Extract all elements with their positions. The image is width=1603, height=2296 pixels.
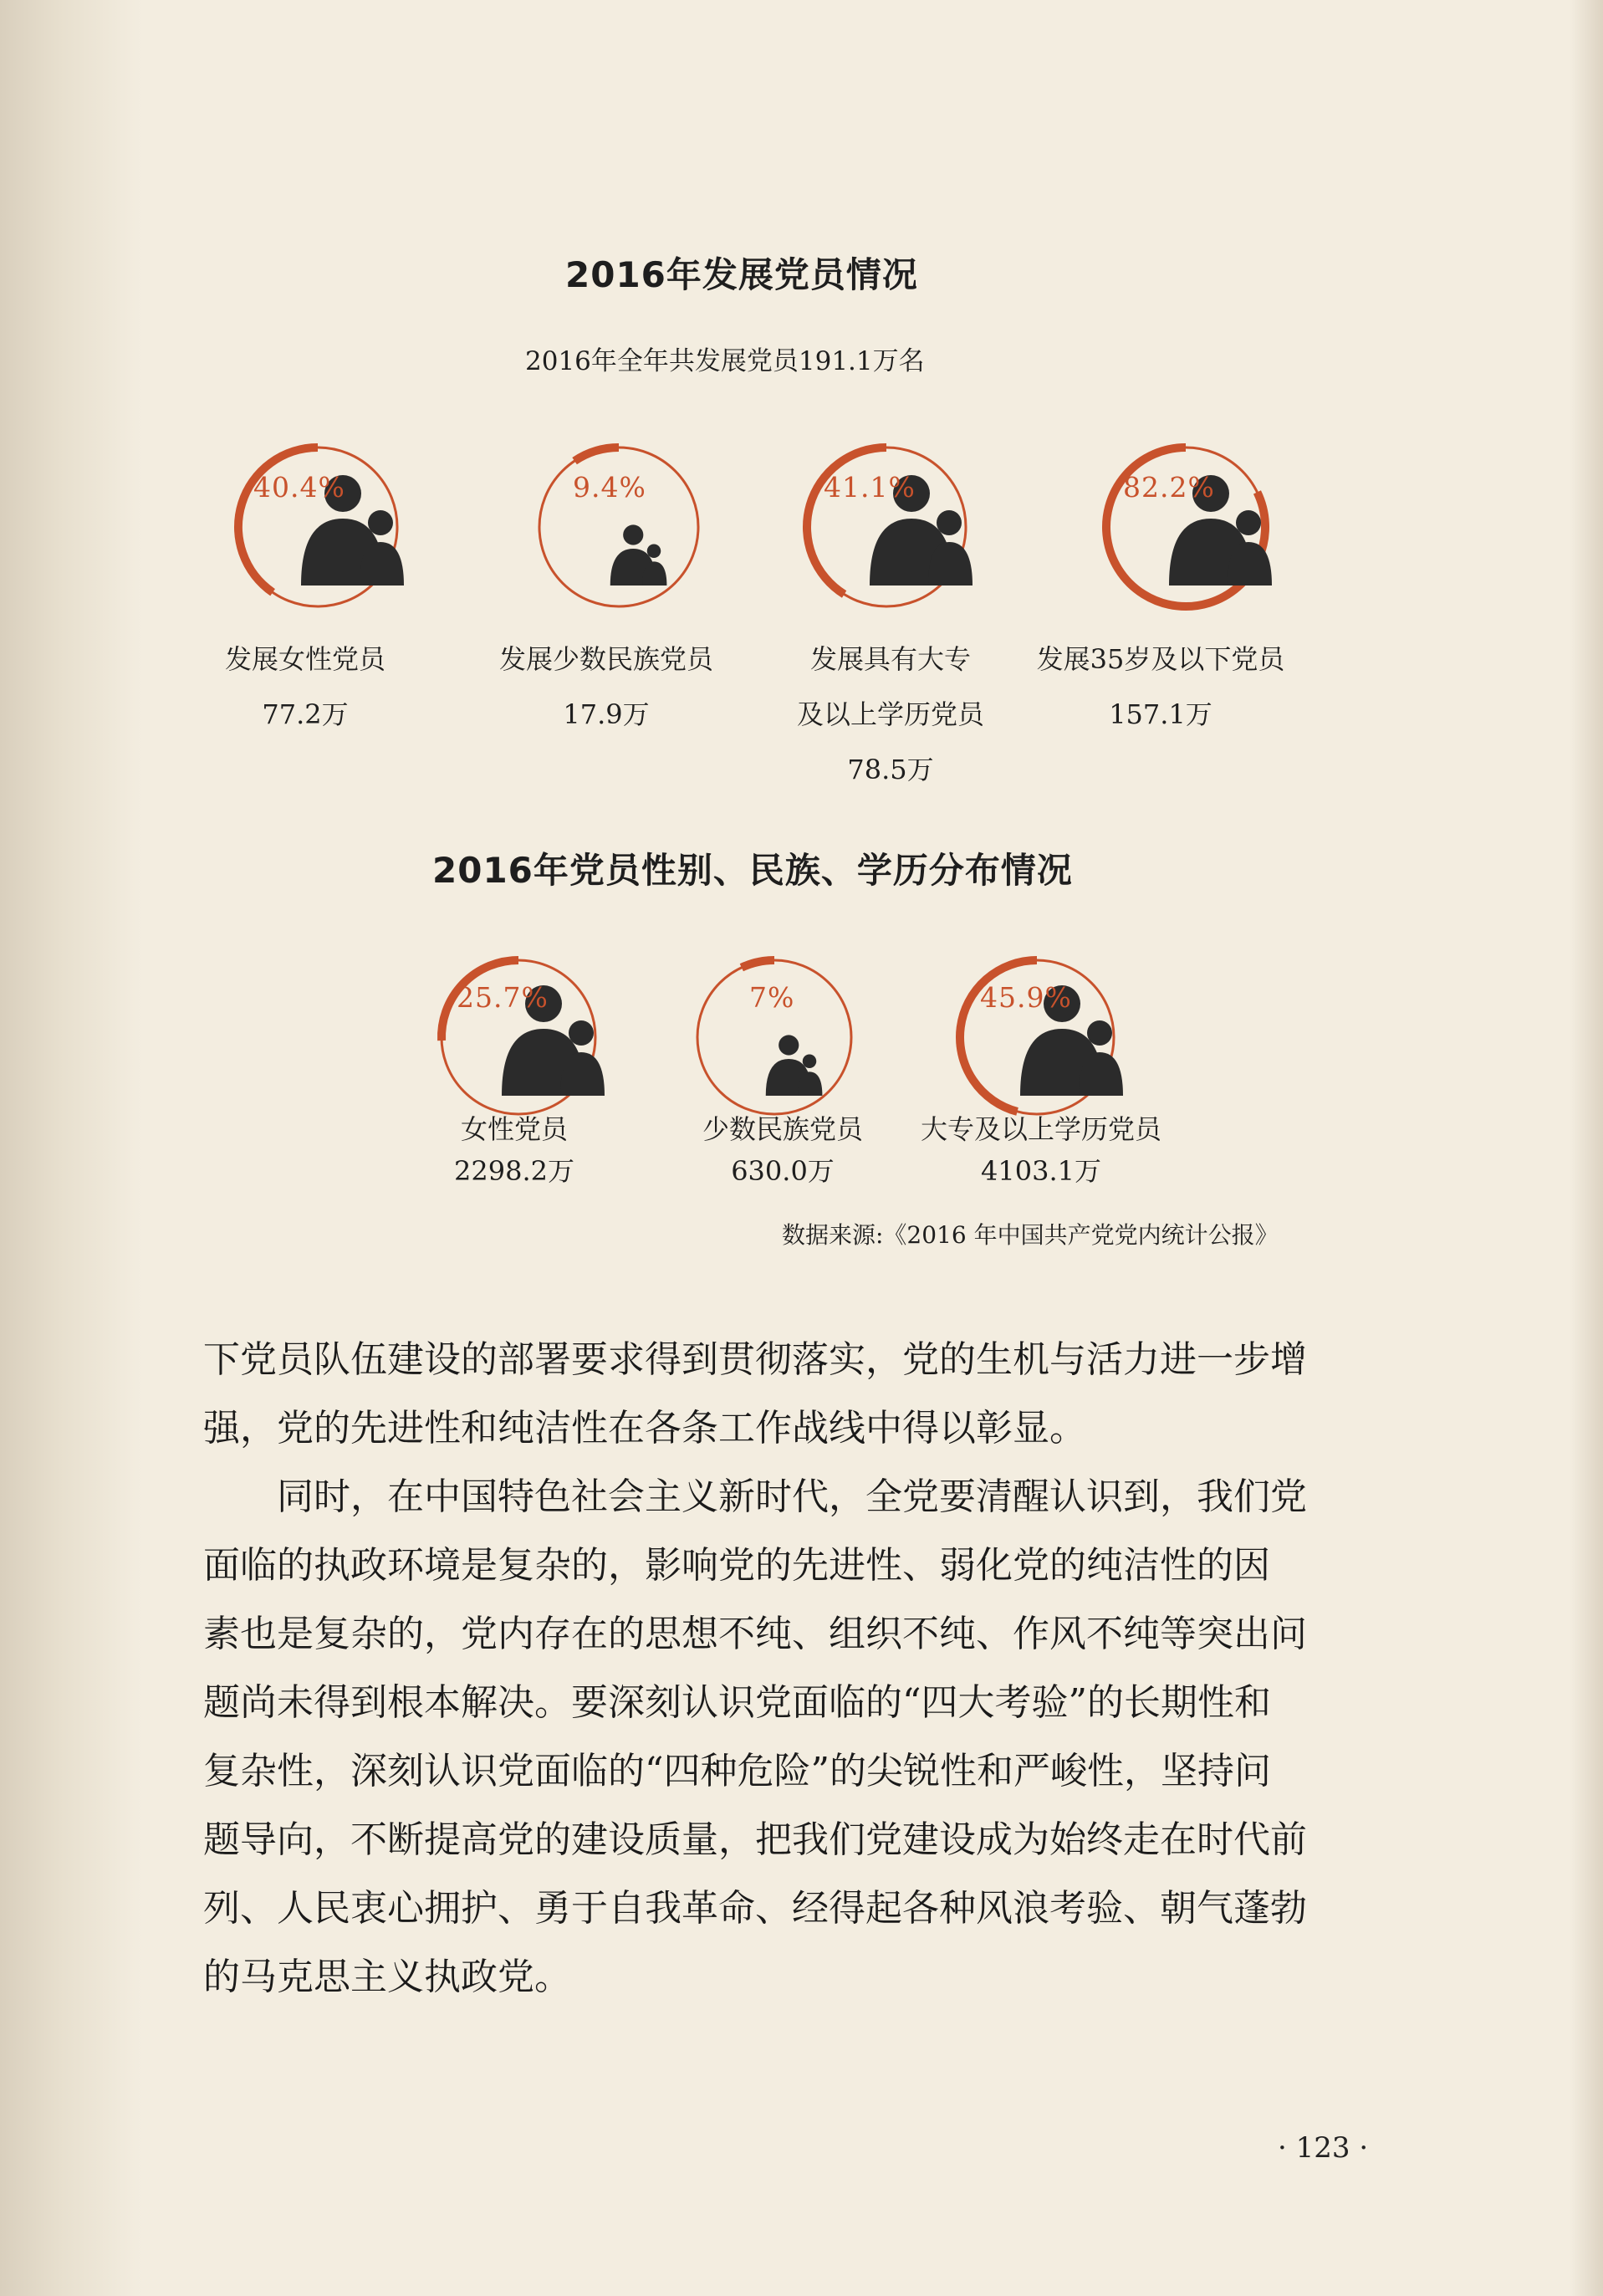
body-line: 题导向，不断提高党的建设质量，把我们党建设成为始终走在时代前 — [203, 1818, 1307, 1861]
person-head — [1087, 1020, 1112, 1046]
body-line: 题尚未得到根本解决。要深刻认识党面临的“四大考验”的长期性和 — [203, 1681, 1271, 1724]
page-number: · 123 · — [1278, 2131, 1369, 2165]
progress-ring — [535, 439, 702, 606]
stat-college-development — [796, 439, 984, 785]
stat-female-share — [435, 949, 574, 1187]
page-edge-shadow — [1570, 0, 1603, 2296]
stat-percent: 9.4% — [573, 471, 646, 504]
progress-ring — [691, 949, 858, 1117]
infographic-1-title: 2016年发展党员情况 — [565, 254, 918, 295]
body-line: 下党员队伍建设的部署要求得到贯彻落实，党的生机与活力进一步增 — [203, 1338, 1307, 1381]
ring-progress-arc — [742, 960, 774, 968]
person-head — [937, 510, 962, 535]
people-icon — [766, 1035, 823, 1096]
stat-percent: 41.1% — [824, 471, 916, 504]
person-head — [569, 1020, 594, 1046]
person-head — [368, 510, 393, 535]
person-head — [1236, 510, 1261, 535]
body-line: 的马克思主义执政党。 — [203, 1956, 571, 1998]
people-icon — [610, 524, 667, 586]
stat-minority-share — [691, 949, 863, 1187]
body-text — [203, 1326, 1407, 2012]
stat-percent: 7% — [749, 981, 795, 1014]
body-line: 强，党的先进性和纯洁性在各条工作战线中得以彰显。 — [203, 1407, 1086, 1450]
infographic-2-title: 2016年党员性别、民族、学历分布情况 — [432, 850, 1073, 891]
stat-caption: 发展具有大专 及以上学历党员 78.5万 — [796, 643, 984, 785]
stat-caption: 发展35岁及以下党员 157.1万 — [1036, 643, 1285, 730]
stat-percent: 40.4% — [253, 471, 345, 504]
stat-caption: 女性党员 2298.2万 — [454, 1113, 574, 1187]
stat-percent: 25.7% — [457, 981, 549, 1014]
body-line: 列、人民衷心拥护、勇于自我革命、经得起各种风浪考验、朝气蓬勃 — [203, 1887, 1307, 1930]
progress-ring — [953, 949, 1121, 1117]
ring-progress-arc — [574, 447, 619, 461]
body-line: 同时，在中国特色社会主义新时代，全党要清醒认识到，我们党 — [277, 1475, 1307, 1518]
stat-caption: 发展少数民族党员 17.9万 — [498, 643, 713, 730]
progress-ring — [803, 439, 970, 606]
stat-caption: 少数民族党员 630.0万 — [702, 1113, 863, 1187]
page-gutter-shadow — [0, 0, 142, 2296]
stat-young-development — [1036, 439, 1285, 730]
body-line: 素也是复杂的，党内存在的思想不纯、组织不纯、作风不纯等突出问 — [203, 1613, 1307, 1655]
stat-caption: 大专及以上学历党员 4103.1万 — [920, 1113, 1161, 1187]
person-head — [647, 545, 661, 559]
progress-ring — [234, 439, 401, 606]
body-line: 面临的执政环境是复杂的，影响党的先进性、弱化党的纯洁性的因 — [203, 1544, 1270, 1587]
person-head — [623, 524, 643, 545]
stat-percent: 82.2% — [1123, 471, 1215, 504]
data-source-note: 数据来源:《2016 年中国共产党党内统计公报》 — [782, 1221, 1279, 1249]
stat-caption: 发展女性党员 77.2万 — [224, 643, 385, 730]
stat-minority-development — [498, 439, 713, 730]
body-line: 复杂性，深刻认识党面临的“四种危险”的尖锐性和严峻性，坚持问 — [203, 1750, 1271, 1792]
progress-ring — [1102, 439, 1269, 606]
person-head — [803, 1055, 817, 1069]
person-head — [779, 1035, 799, 1055]
infographic-1-subtitle: 2016年全年共发展党员191.1万名 — [525, 346, 925, 376]
stat-percent: 45.9% — [980, 981, 1072, 1014]
stat-college-share — [920, 949, 1161, 1187]
stat-female-development — [224, 439, 385, 730]
progress-ring — [435, 949, 602, 1117]
